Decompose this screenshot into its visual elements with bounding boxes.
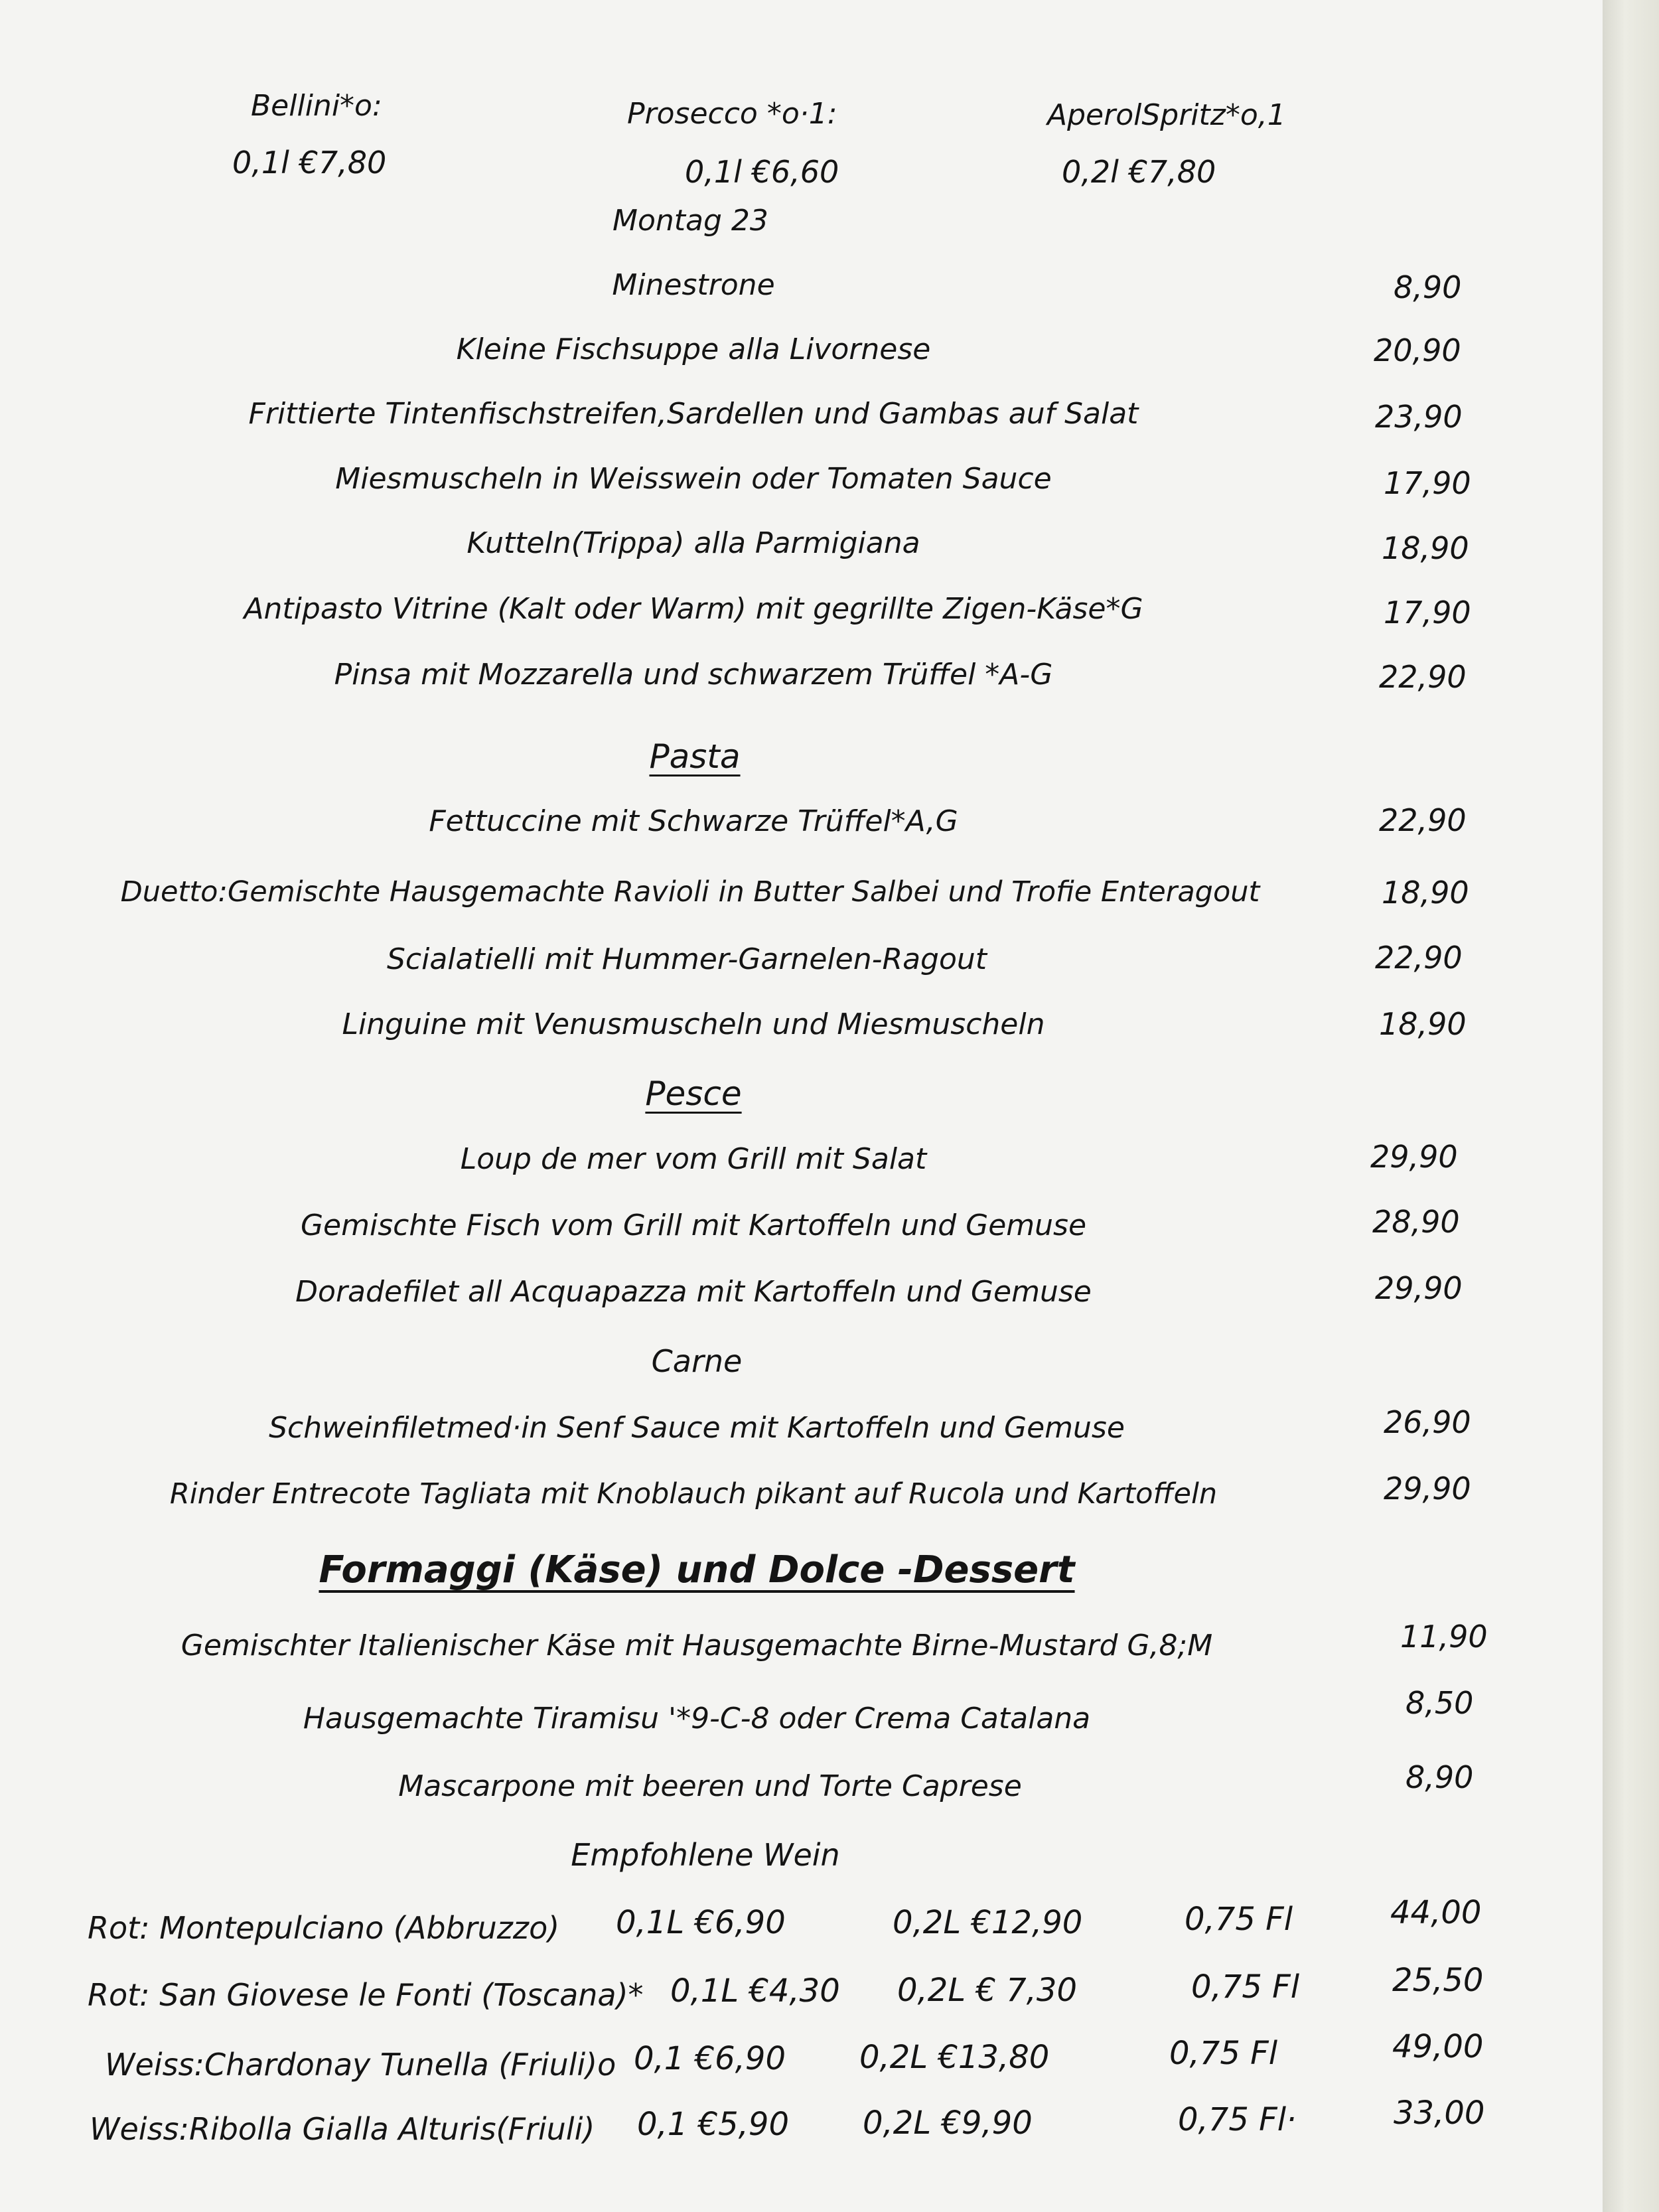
menu-item-price: 22,90: [1375, 940, 1463, 976]
drink-name: Prosecco *o·1:: [627, 97, 837, 131]
menu-item-price: 17,90: [1384, 595, 1471, 630]
menu-item-name: Miesmuscheln in Weisswein oder Tomaten Sauce: [335, 462, 1052, 496]
menu-item-price: 20,90: [1374, 332, 1461, 368]
menu-item-name: Gemischte Fisch vom Grill mit Kartoffeln und Gemuse: [300, 1209, 1087, 1242]
section-title-wine: Empfohlene Wein: [571, 1837, 840, 1873]
wine-name: Weiss:Chardonay Tunella (Friuli)o: [105, 2047, 616, 2083]
wine-glass-small: 0,1L €6,90: [616, 1904, 786, 1941]
menu-item-price: 29,90: [1375, 1270, 1463, 1306]
section-title-pasta: Pasta: [649, 737, 741, 776]
menu-item-price: 26,90: [1384, 1404, 1471, 1440]
wine-bottle: 0,75 Fl: [1169, 2035, 1278, 2072]
menu-item-name: Fettuccine mit Schwarze Trüffel*A,G: [429, 804, 958, 838]
wine-bottle: 0,75 Fl·: [1178, 2101, 1297, 2138]
wine-glass-large: 0,2L €9,90: [863, 2104, 1033, 2142]
menu-item-price: 8,50: [1406, 1685, 1474, 1721]
menu-item-name: Rinder Entrecote Tagliata mit Knoblauch pikant auf Rucola und Kartoffeln: [169, 1477, 1218, 1511]
wine-price: 25,50: [1392, 1962, 1484, 1999]
wine-name: Rot: Montepulciano (Abbruzzo): [88, 1910, 560, 1946]
section-title-dessert: Formaggi (Käse) und Dolce -Dessert: [319, 1548, 1075, 1591]
menu-item-name: Gemischter Italienischer Käse mit Hausgemachte Birne-Mustard G,8;M: [180, 1629, 1213, 1662]
menu-item-name: Scialatielli mit Hummer-Garnelen-Ragout: [386, 942, 987, 976]
menu-item-price: 8,90: [1394, 269, 1462, 305]
menu-item-price: 11,90: [1400, 1619, 1488, 1655]
menu-item-name: Mascarpone mit beeren und Torte Caprese: [398, 1769, 1022, 1803]
drink-price: 0,1l €6,60: [685, 154, 839, 190]
menu-item-name: Frittierte Tintenfischstreifen,Sardellen und Gambas auf Salat: [248, 397, 1139, 431]
drink-name: Bellini*o:: [251, 89, 382, 123]
wine-price: 44,00: [1390, 1894, 1482, 1931]
menu-item-name: Loup de mer vom Grill mit Salat: [460, 1142, 927, 1176]
section-title-carne: Carne: [651, 1343, 743, 1379]
menu-item-price: 23,90: [1375, 399, 1463, 435]
menu-item-price: 29,90: [1384, 1471, 1471, 1507]
menu-item-name: Linguine mit Venusmuscheln und Miesmuscheln: [342, 1007, 1045, 1041]
wine-glass-small: 0,1 €5,90: [637, 2106, 790, 2143]
wine-glass-large: 0,2L € 7,30: [897, 1972, 1078, 2009]
drink-name: AperolSpritz*o,1: [1047, 98, 1286, 132]
menu-item-name: Schweinfiletmed·in Senf Sauce mit Kartoffeln und Gemuse: [269, 1411, 1125, 1445]
menu-item-price: 18,90: [1382, 530, 1469, 566]
menu-item-name: Kleine Fischsuppe alla Livornese: [456, 332, 931, 366]
wine-glass-small: 0,1 €6,90: [634, 2040, 786, 2077]
menu-item-price: 22,90: [1379, 659, 1467, 695]
menu-item-price: 18,90: [1379, 1006, 1467, 1042]
wine-bottle: 0,75 Fl: [1191, 1968, 1300, 2006]
wine-glass-large: 0,2L €13,80: [859, 2039, 1050, 2076]
menu-item-name: Pinsa mit Mozzarella und schwarzem Trüffel *A-G: [334, 658, 1053, 692]
wine-name: Rot: San Giovese le Fonti (Toscana)*: [88, 1977, 644, 2013]
menu-item-price: 28,90: [1372, 1204, 1460, 1240]
menu-item-price: 17,90: [1384, 465, 1471, 501]
wine-price: 49,00: [1392, 2028, 1484, 2065]
drink-price: 0,2l €7,80: [1062, 154, 1216, 190]
section-title-pesce: Pesce: [645, 1074, 742, 1113]
menu-item-price: 29,90: [1370, 1139, 1458, 1175]
menu-item-name: Antipasto Vitrine (Kalt oder Warm) mit gegrillte Zigen-Käse*G: [244, 592, 1143, 626]
menu-item-price: 8,90: [1406, 1759, 1474, 1795]
menu-item-name: Kutteln(Trippa) alla Parmigiana: [467, 526, 920, 560]
wine-bottle: 0,75 Fl: [1185, 1901, 1293, 1938]
tablecloth-background: [1603, 0, 1659, 2212]
wine-glass-large: 0,2L €12,90: [893, 1904, 1083, 1941]
day-title: Montag 23: [613, 204, 768, 238]
wine-price: 33,00: [1394, 2095, 1485, 2132]
menu-item-price: 18,90: [1382, 875, 1469, 911]
menu-item-name: Doradefilet all Acquapazza mit Kartoffeln und Gemuse: [295, 1275, 1092, 1309]
menu-item-name: Duetto:Gemischte Hausgemachte Ravioli in Butter Salbei und Trofie Enteragout: [120, 875, 1260, 909]
wine-name: Weiss:Ribolla Gialla Alturis(Friuli): [90, 2111, 595, 2147]
menu-item-name: Minestrone: [612, 268, 775, 302]
menu-item-price: 22,90: [1379, 802, 1467, 838]
wine-glass-small: 0,1L €4,30: [670, 1972, 840, 2010]
menu-item-name: Hausgemachte Tiramisu '*9-C-8 oder Crema Catalana: [303, 1702, 1091, 1735]
drink-price: 0,1l €7,80: [232, 145, 387, 181]
